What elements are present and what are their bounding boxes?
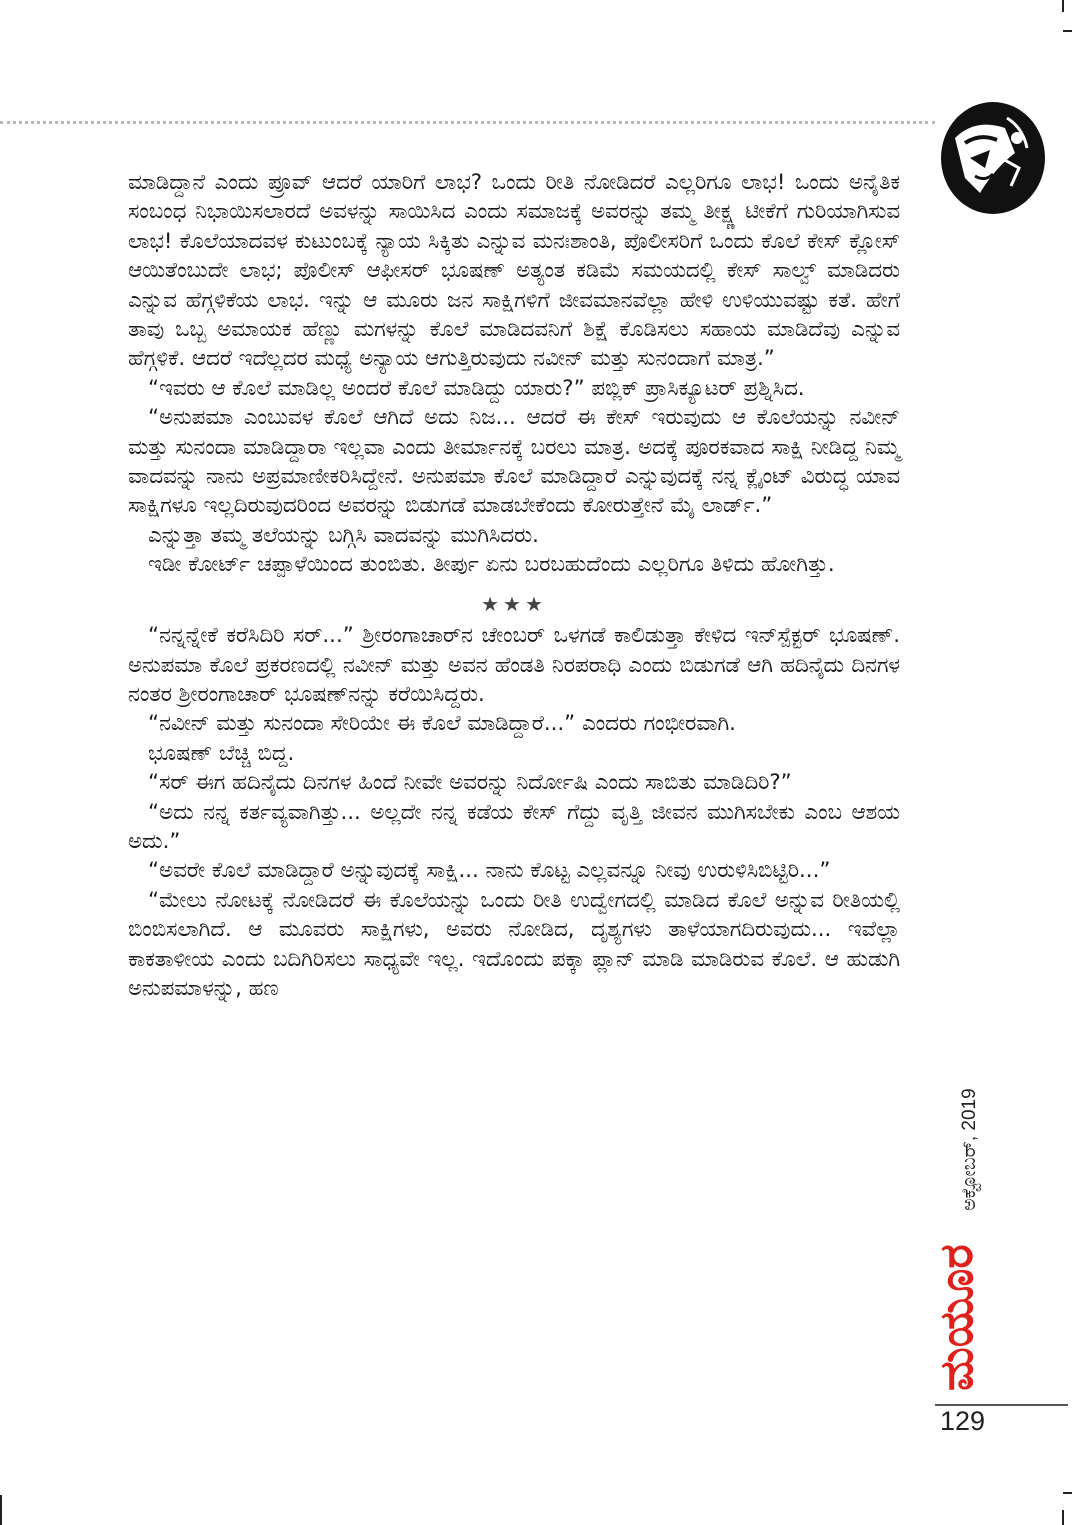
paragraph: “ಅವರೇ ಕೊಲೆ ಮಾಡಿದ್ದಾರೆ ಅನ್ನುವುದಕ್ಕೆ ಸಾಕ್ಷಿ... ನಾನು ಕೊಟ್ಟ ಎಲ್ಲವನ್ನೂ ನೀವು ಉರುಳಿಸಿಬಿಟ್ಟಿರಿ...” [148, 858, 831, 884]
paragraph: ಎನ್ನುತ್ತಾ ತಮ್ಮ ತಲೆಯನ್ನು ಬಗ್ಗಿಸಿ ವಾದವನ್ನು ಮುಗಿಸಿದರು. [148, 522, 539, 548]
section-separator: ★★★ [481, 591, 547, 616]
paragraph-group-1 [128, 168, 900, 580]
paragraph: “ಅದು ನನ್ನ ಕರ್ತವ್ಯವಾಗಿತ್ತು... ಅಲ್ಲದೇ ನನ್ನ ಕಡೆಯ ಕೇಸ್ ಗೆದ್ದು ವೃತ್ತಿ ಜೀವನ ಮುಗಿಸಬೇಕು ಎಂಬ ಆಶಯ ಅದು.” [128, 799, 900, 854]
paragraph-group-2 [128, 621, 900, 1003]
paragraph: “ಸರ್ ಈಗ ಹದಿನೈದು ದಿನಗಳ ಹಿಂದೆ ನೀವೇ ಅವರನ್ನು ನಿರ್ದೋಷಿ ಎಂದು ಸಾಬಿತು ಮಾಡಿದಿರಿ?” [148, 770, 792, 796]
magazine-logo: ಮಯೂರ [929, 1244, 983, 1391]
crop-mark [1062, 0, 1064, 12]
issue-date: ಅಕ್ಟೋಬರ್, 2019 [959, 1088, 980, 1212]
article-body [128, 168, 900, 1003]
paragraph: ಮಾಡಿದ್ದಾನೆ ಎಂದು ಪ್ರೂವ್ ಆದರೆ ಯಾರಿಗೆ ಲಾಭ? ಒಂದು ರೀತಿ ನೋಡಿದರೆ ಎಲ್ಲರಿಗೂ ಲಾಭ! ಒಂದು ಅನೈತಿಕ ಸಂಬಂಧ ನಿಭಾಯಿಸಲಾರದೆ ಅವಳನ್ನು ಸಾಯಿಸಿದ ಎಂದು ಸಮಾಜಕ್ಕೆ ಅವರನ್ನು ತಮ್ಮ ತೀಕ್ಷ್ಣ ಟೀಕೆಗೆ ಗುರಿಯಾಗಿಸುವ ಲಾಭ! ಕೊಲೆಯಾದವಳ ಕುಟುಂಬಕ್ಕೆ ನ್ಯಾಯ ಸಿಕ್ಕಿತು ಎನ್ನುವ ಮನಃಶಾಂತಿ, ಪೊಲೀಸರಿಗೆ ಒಂದು ಕೊಲೆ ಕೇಸ್ ಕ್ಲೋಸ್ ಆಯಿತೆಂಬುದೇ ಲಾಭ; ಪೊಲೀಸ್ ಆಫೀಸರ್ ಭೂಷಣ್ ಅತ್ಯಂತ ಕಡಿಮೆ ಸಮಯದಲ್ಲಿ ಕೇಸ್ ಸಾಲ್ವ್ ಮಾಡಿದರು ಎನ್ನುವ ಹೆಗ್ಗಳಿಕೆಯ ಲಾಭ. ಇನ್ನು ಆ ಮೂರು ಜನ ಸಾಕ್ಷಿಗಳಿಗೆ ಜೀವಮಾನವೆಲ್ಲಾ ಹೇಳಿ ಉಳಿಯುವಷ್ಟು ಕತೆ. ಹೇಗೆ ತಾವು ಒಬ್ಬ ಅಮಾಯಕ ಹೆಣ್ಣು ಮಗಳನ್ನು ಕೊಲೆ ಮಾಡಿದವನಿಗೆ ಶಿಕ್ಷೆ ಕೊಡಿಸಲು ಸಹಾಯ ಮಾಡಿದೆವು ಎನ್ನುವ ಹೆಗ್ಗಳಿಕೆ. ಆದರೆ ಇದೆಲ್ಲದರ ಮಧ್ಯೆ ಅನ್ಯಾಯ ಆಗುತ್ತಿರುವುದು ನವೀನ್ ಮತ್ತು ಸುನಂದಾಗೆ ಮಾತ್ರ.” [128, 170, 900, 372]
crop-mark [1062, 1510, 1064, 1525]
paragraph: “ನವೀನ್ ಮತ್ತು ಸುನಂದಾ ಸೇರಿಯೇ ಈ ಕೊಲೆ ಮಾಡಿದ್ದಾರೆ...” ಎಂದರು ಗಂಭೀರವಾಗಿ. [148, 711, 736, 737]
paragraph: “ಅನುಪಮಾ ಎಂಬುವಳ ಕೊಲೆ ಆಗಿದೆ ಅದು ನಿಜ... ಆದರೆ ಈ ಕೇಸ್ ಇರುವುದು ಆ ಕೊಲೆಯನ್ನು ನವೀನ್ ಮತ್ತು ಸುನಂದಾ ಮಾಡಿದ್ದಾರಾ ಇಲ್ಲವಾ ಎಂದು ತೀರ್ಮಾನಕ್ಕೆ ಬರಲು ಮಾತ್ರ. ಅದಕ್ಕೆ ಪೂರಕವಾದ ಸಾಕ್ಷಿ ನೀಡಿದ್ದ ನಿಮ್ಮ ವಾದವನ್ನು ನಾನು ಅಪ್ರಮಾಣೀಕರಿಸಿದ್ದೇನೆ. ಅನುಪಮಾ ಕೊಲೆ ಮಾಡಿದ್ದಾರೆ ಎನ್ನುವುದಕ್ಕೆ ನನ್ನ ಕ್ಲೈಂಟ್ ವಿರುದ್ಧ ಯಾವ ಸಾಕ್ಷಿಗಳೂ ಇಲ್ಲದಿರುವುದರಿಂದ ಅವರನ್ನು ಬಿಡುಗಡೆ ಮಾಡಬೇಕೆಂದು ಕೋರುತ್ತೇನೆ ಮೈ ಲಾರ್ಡ್.” [128, 405, 900, 519]
ink-sketch-illustration [935, 98, 1045, 216]
paragraph: ಭೂಷಣ್ ಬೆಚ್ಚಿ ಬಿದ್ದ. [148, 740, 295, 766]
paragraph: “ಮೇಲು ನೋಟಕ್ಕೆ ನೋಡಿದರೆ ಈ ಕೊಲೆಯನ್ನು ಒಂದು ರೀತಿ ಉದ್ವೇಗದಲ್ಲಿ ಮಾಡಿದ ಕೊಲೆ ಅನ್ನುವ ರೀತಿಯಲ್ಲಿ ಬಿಂಬಿಸಲಾಗಿದೆ. ಆ ಮೂವರು ಸಾಕ್ಷಿಗಳು, ಅವರು ನೋಡಿದ, ದೃಶ್ಯಗಳು ತಾಳೆಯಾಗದಿರುವುದು... ಇವೆಲ್ಲಾ ಕಾಕತಾಳೀಯ ಎಂದು ಬದಿಗಿರಿಸಲು ಸಾಧ್ಯವೇ ಇಲ್ಲ. ಇದೊಂದು ಪಕ್ಕಾ ಪ್ಲಾನ್ ಮಾಡಿ ಮಾಡಿರುವ ಕೊಲೆ. ಆ ಹುಡುಗಿ ಅನುಪಮಾಳನ್ನು, ಹಣ [128, 887, 901, 1001]
crop-mark [1063, 30, 1072, 32]
crop-mark [1063, 1492, 1072, 1494]
crop-mark [0, 1495, 2, 1525]
paragraph: “ಇವರು ಆ ಕೊಲೆ ಮಾಡಿಲ್ಲ ಅಂದರೆ ಕೊಲೆ ಮಾಡಿದ್ದು ಯಾರು?” ಪಬ್ಲಿಕ್ ಪ್ರಾಸಿಕ್ಯೂಟರ್ ಪ್ರಶ್ನಿಸಿದ. [148, 375, 805, 401]
dotted-divider [0, 121, 935, 124]
page-number: 129 [940, 1406, 986, 1436]
paragraph: ಇಡೀ ಕೋರ್ಟ್ ಚಪ್ಪಾಳೆಯಿಂದ ತುಂಬಿತು. ತೀರ್ಪು ಏನು ಬರಬಹುದೆಂದು ಎಲ್ಲರಿಗೂ ತಿಳಿದು ಹೋಗಿತ್ತು. [148, 552, 835, 578]
paragraph: “ನನ್ನನ್ನೇಕೆ ಕರೆಸಿದಿರಿ ಸರ್...” ಶ್ರೀರಂಗಾಚಾರ್‌ನ ಚೇಂಬರ್ ಒಳಗಡೆ ಕಾಲಿಡುತ್ತಾ ಕೇಳಿದ ಇನ್‌ಸ್ಪೆಕ್ಟರ್ ಭೂಷಣ್. ಅನುಪಮಾ ಕೊಲೆ ಪ್ರಕರಣದಲ್ಲಿ ನವೀನ್ ಮತ್ತು ಅವನ ಹೆಂಡತಿ ನಿರಪರಾಧಿ ಎಂದು ಬಿಡುಗಡೆ ಆಗಿ ಹದಿನೈದು ದಿನಗಳ ನಂತರ ಶ್ರೀರಂಗಾಚಾರ್ ಭೂಷಣ್‌ನನ್ನು ಕರೆಯಿಸಿದ್ದರು. [128, 623, 900, 707]
